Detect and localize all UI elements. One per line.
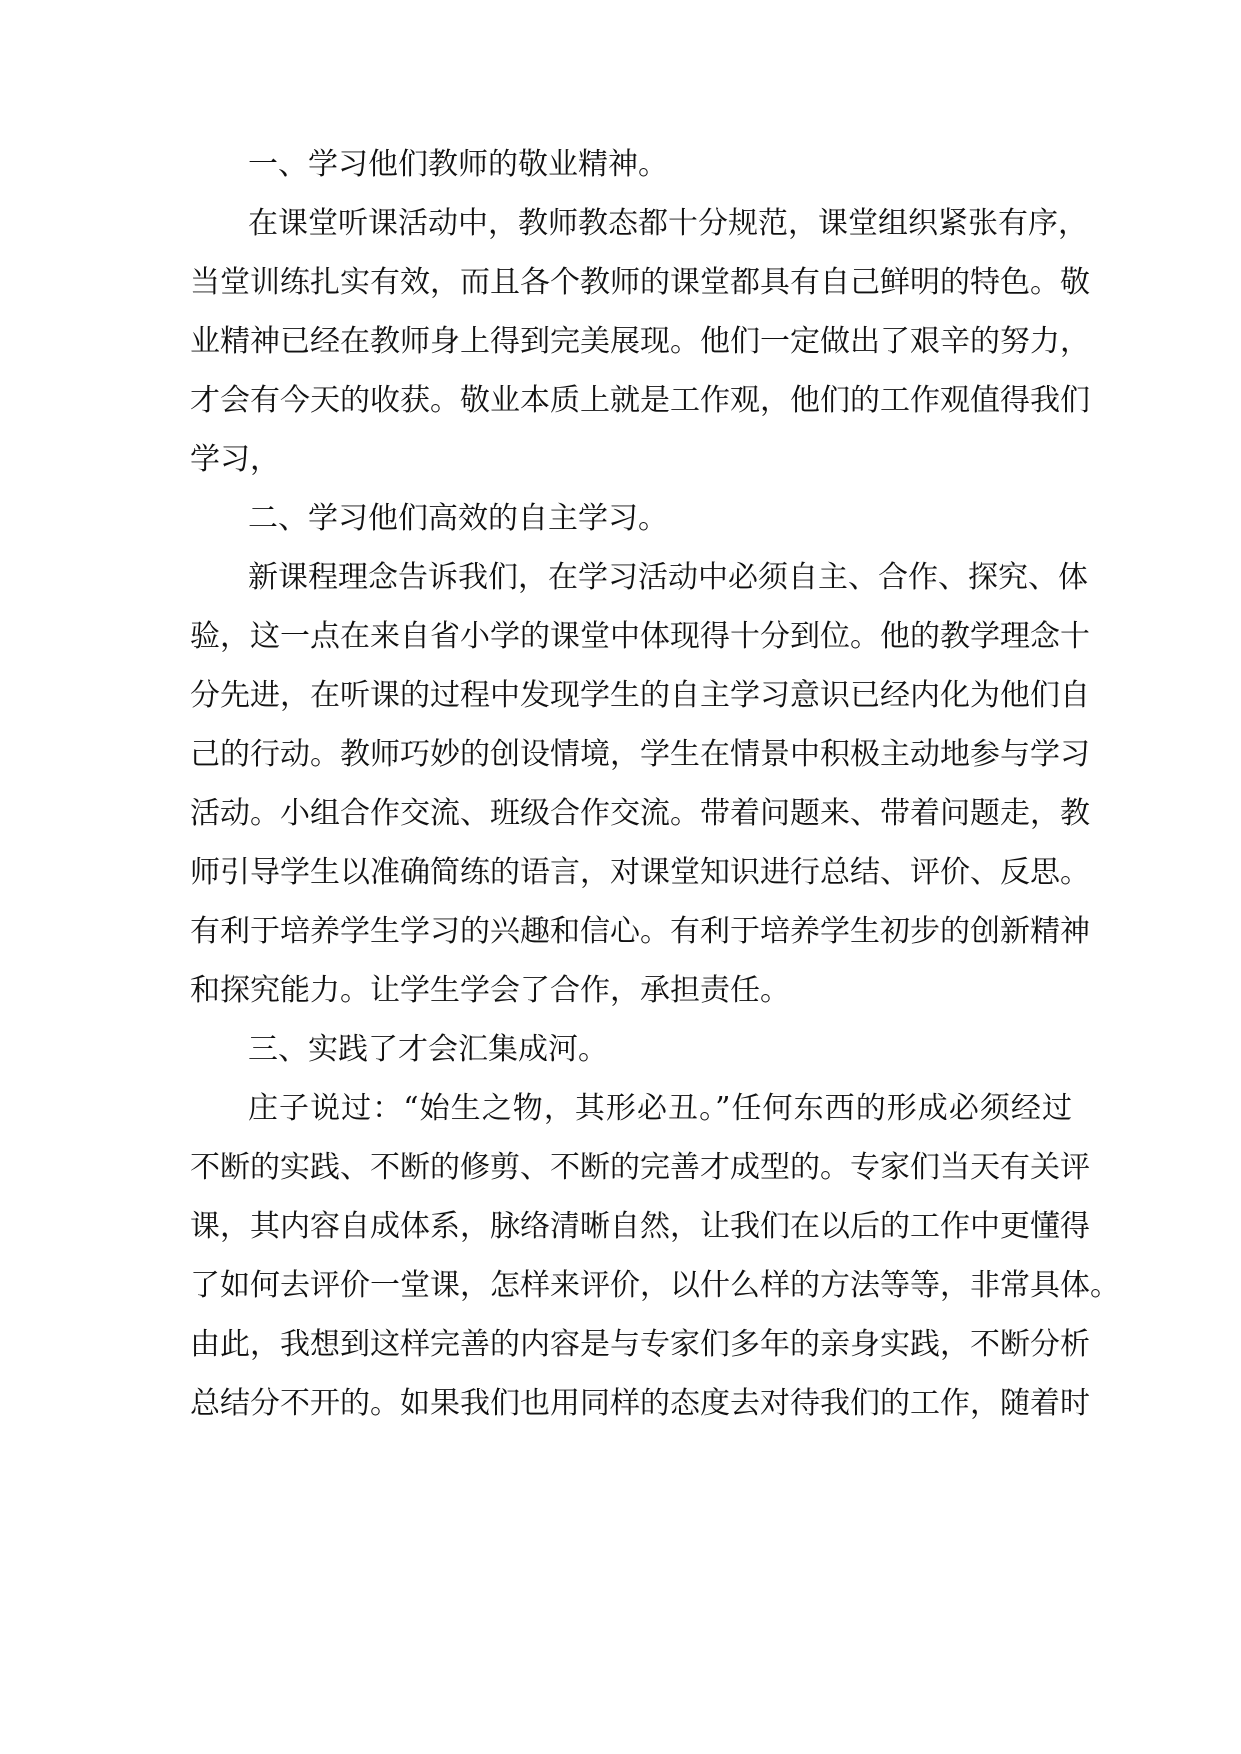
paragraph-line: 业精神已经在教师身上得到完美展现。他们一定做出了艰辛的努力， xyxy=(190,324,1090,359)
paragraph-line: 活动。小组合作交流、班级合作交流。带着问题来、带着问题走，教 xyxy=(190,796,1090,831)
paragraph-line: 师引导学生以准确简练的语言，对课堂知识进行总结、评价、反思。 xyxy=(190,855,1090,890)
paragraph-line: 分先进，在听课的过程中发现学生的自主学习意识已经内化为他们自 xyxy=(190,678,1090,713)
paragraph-line: 总结分不开的。如果我们也用同样的态度去对待我们的工作，随着时 xyxy=(190,1386,1090,1421)
paragraph-line: 己的行动。教师巧妙的创设情境，学生在情景中积极主动地参与学习 xyxy=(190,737,1090,772)
paragraph-line: 在课堂听课活动中，教师教态都十分规范，课堂组织紧张有序， xyxy=(248,206,1088,241)
paragraph-line: 学习， xyxy=(190,442,280,477)
paragraph-line: 当堂训练扎实有效，而且各个教师的课堂都具有自己鲜明的特色。敬 xyxy=(190,265,1090,300)
heading-2: 二、学习他们高效的自主学习。 xyxy=(248,501,668,536)
paragraph-line: 才会有今天的收获。敬业本质上就是工作观，他们的工作观值得我们 xyxy=(190,383,1090,418)
paragraph-line: 验，这一点在来自省小学的课堂中体现得十分到位。他的教学理念十 xyxy=(190,619,1090,654)
heading-3: 三、实践了才会汇集成河。 xyxy=(248,1032,608,1067)
paragraph-line: 课，其内容自成体系，脉络清晰自然，让我们在以后的工作中更懂得 xyxy=(190,1209,1090,1244)
paragraph-line: 由此，我想到这样完善的内容是与专家们多年的亲身实践，不断分析 xyxy=(190,1327,1090,1362)
paragraph-line: 了如何去评价一堂课，怎样来评价，以什么样的方法等等，非常具体。 xyxy=(190,1268,1120,1303)
paragraph-line: 有利于培养学生学习的兴趣和信心。有利于培养学生初步的创新精神 xyxy=(190,914,1090,949)
paragraph-line: 庄子说过：“始生之物，其形必丑。”任何东西的形成必须经过 xyxy=(248,1091,1072,1126)
paragraph-line: 不断的实践、不断的修剪、不断的完善才成型的。专家们当天有关评 xyxy=(190,1150,1090,1185)
heading-1: 一、学习他们教师的敬业精神。 xyxy=(248,147,668,182)
paragraph-line: 和探究能力。让学生学会了合作，承担责任。 xyxy=(190,973,790,1008)
paragraph-line: 新课程理念告诉我们，在学习活动中必须自主、合作、探究、体 xyxy=(248,560,1088,595)
